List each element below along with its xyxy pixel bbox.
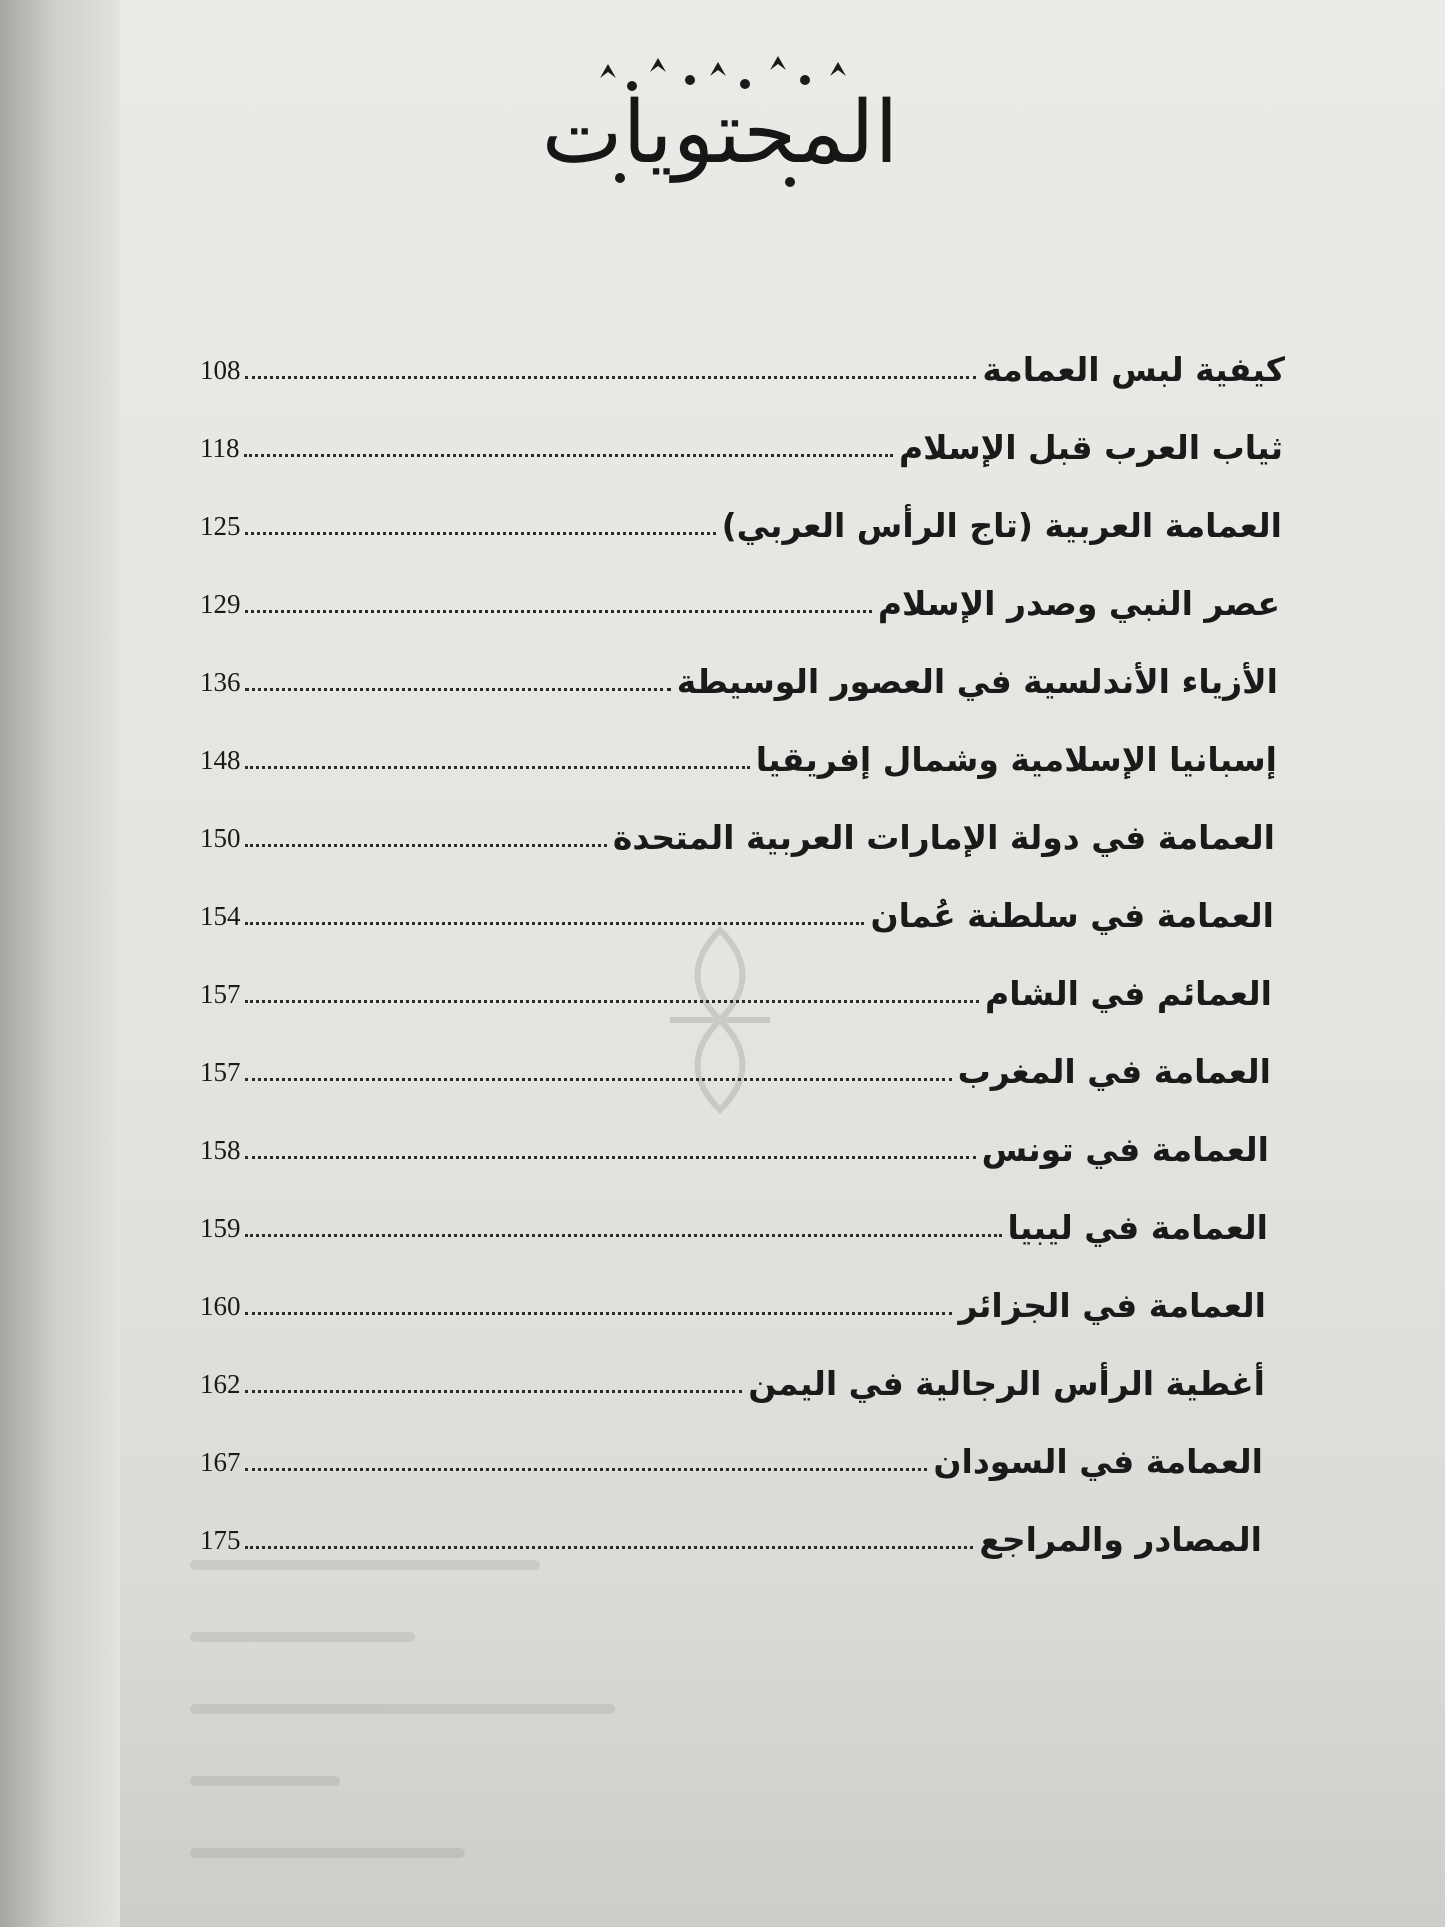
toc-entry[interactable] bbox=[200, 1032, 1271, 1092]
dot-leader bbox=[245, 610, 872, 613]
toc-title: العمامة في دولة الإمارات العربية المتحدة bbox=[612, 818, 1275, 858]
toc-page-number: 108 bbox=[200, 355, 241, 385]
toc-page-number: 150 bbox=[200, 823, 241, 853]
toc-entry[interactable] bbox=[200, 408, 1283, 468]
dot-leader bbox=[245, 1312, 953, 1315]
dot-leader bbox=[245, 532, 716, 535]
dot-leader bbox=[245, 1234, 1002, 1237]
toc-title: الأزياء الأندلسية في العصور الوسيطة bbox=[676, 662, 1278, 702]
toc-page-number: 175 bbox=[200, 1525, 241, 1555]
toc-title: كيفية لبس العمامة bbox=[982, 350, 1285, 390]
dot-leader bbox=[245, 844, 607, 847]
toc-entry[interactable] bbox=[200, 1422, 1263, 1482]
dot-leader bbox=[245, 1078, 952, 1081]
toc-title: العمامة في الجزائر bbox=[958, 1286, 1266, 1326]
toc-entry[interactable] bbox=[200, 1344, 1265, 1404]
dot-leader bbox=[244, 454, 893, 457]
toc-title: العمامة العربية (تاج الرأس العربي) bbox=[721, 506, 1282, 546]
toc-entry[interactable] bbox=[200, 486, 1282, 546]
toc-page-number: 167 bbox=[200, 1447, 241, 1477]
toc-page-number: 157 bbox=[200, 979, 241, 1009]
toc-entry[interactable] bbox=[200, 954, 1272, 1014]
toc-page-number: 159 bbox=[200, 1213, 241, 1243]
dot-leader bbox=[245, 376, 977, 379]
toc-entry[interactable] bbox=[200, 1500, 1262, 1560]
toc-page-number: 154 bbox=[200, 901, 241, 931]
toc-title: العمامة في تونس bbox=[981, 1130, 1269, 1170]
toc-entry[interactable] bbox=[200, 798, 1275, 858]
toc-title: العمائم في الشام bbox=[985, 974, 1272, 1014]
toc-title: إسبانيا الإسلامية وشمال إفريقيا bbox=[755, 740, 1277, 780]
dot-leader bbox=[245, 1390, 743, 1393]
toc-entry[interactable] bbox=[200, 1188, 1268, 1248]
dot-leader bbox=[245, 922, 865, 925]
toc-title: العمامة في السودان bbox=[933, 1442, 1263, 1482]
toc-title: ثياب العرب قبل الإسلام bbox=[898, 428, 1283, 468]
dot-leader bbox=[245, 1546, 974, 1549]
toc-page-number: 148 bbox=[200, 745, 241, 775]
toc-page-number: 136 bbox=[200, 667, 241, 697]
toc-entry[interactable] bbox=[200, 876, 1274, 936]
dot-leader bbox=[245, 688, 671, 691]
toc-page-number: 160 bbox=[200, 1291, 241, 1321]
toc-page-number: 118 bbox=[200, 433, 240, 463]
dot-leader bbox=[245, 1000, 980, 1003]
toc-entry[interactable] bbox=[200, 720, 1277, 780]
toc-page-number: 129 bbox=[200, 589, 241, 619]
toc-title: أغطية الرأس الرجالية في اليمن bbox=[748, 1364, 1265, 1404]
toc-page-number: 158 bbox=[200, 1135, 241, 1165]
toc-title: المصادر والمراجع bbox=[979, 1520, 1262, 1560]
toc-title: العمامة في ليبيا bbox=[1007, 1208, 1268, 1248]
page-title-text: المحتويات bbox=[541, 83, 899, 183]
dot-leader bbox=[245, 1156, 976, 1159]
toc-entry[interactable] bbox=[200, 564, 1280, 624]
toc-entry[interactable] bbox=[200, 1110, 1269, 1170]
dot-leader bbox=[245, 1468, 928, 1471]
toc-page-number: 157 bbox=[200, 1057, 241, 1087]
toc-page-number: 125 bbox=[200, 511, 241, 541]
toc-entry[interactable] bbox=[200, 642, 1278, 702]
toc-page-number: 162 bbox=[200, 1369, 241, 1399]
toc-entry[interactable] bbox=[200, 1266, 1266, 1326]
dot-leader bbox=[245, 766, 750, 769]
toc-title: العمامة في المغرب bbox=[957, 1052, 1271, 1092]
toc-title: العمامة في سلطنة عُمان bbox=[870, 896, 1274, 936]
toc-title: عصر النبي وصدر الإسلام bbox=[877, 584, 1280, 624]
toc-entry[interactable] bbox=[200, 330, 1285, 390]
